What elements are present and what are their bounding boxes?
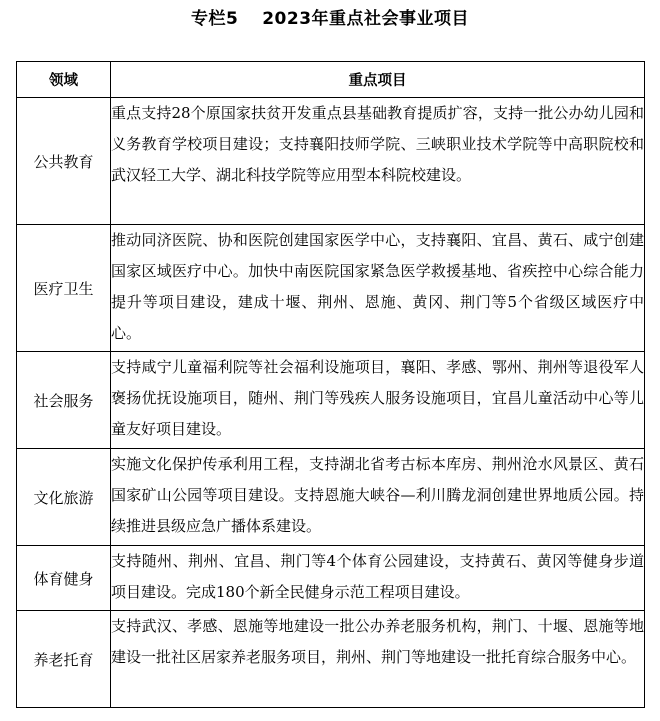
projects-cell: 重点支持28个原国家扶贫开发重点县基础教育提质扩容，支持一批公办幼儿园和义务教育学校项目建设；支持襄阳技师学院、三峡职业技术学院等中高职院校和武汉轻工大学、湖北科技学院等应用型本科院校建设。 — [111, 98, 645, 225]
table-row — [17, 98, 645, 225]
table-row — [17, 449, 645, 546]
header-field: 领域 — [17, 62, 111, 98]
projects-cell: 实施文化保护传承利用工程，支持湖北省考古标本库房、荆州沧水风景区、黄石国家矿山公园等项目建设。支持恩施大峡谷—利川腾龙洞创建世界地质公园。持续推进县级应急广播体系建设。 — [111, 449, 645, 546]
field-cell: 文化旅游 — [17, 449, 111, 546]
projects-cell: 支持咸宁儿童福利院等社会福利设施项目，襄阳、孝感、鄂州、荆州等退役军人褒扬优抚设施项目，随州、荆门等残疾人服务设施项目，宜昌儿童活动中心等儿童友好项目建设。 — [111, 352, 645, 449]
field-cell: 医疗卫生 — [17, 225, 111, 352]
table-header-row — [17, 62, 645, 98]
field-cell: 体育健身 — [17, 546, 111, 611]
header-projects: 重点项目 — [111, 62, 645, 98]
table-row — [17, 225, 645, 352]
projects-table — [16, 61, 645, 708]
table-caption: 专栏5 2023年重点社会事业项目 — [190, 9, 470, 29]
table-row — [17, 352, 645, 449]
projects-cell: 支持武汉、孝感、恩施等地建设一批公办养老服务机构，荆门、十堰、恩施等地建设一批社区居家养老服务项目，荆州、荆门等地建设一批托育综合服务中心。 — [111, 611, 645, 708]
field-cell: 养老托育 — [17, 611, 111, 708]
projects-cell: 推动同济医院、协和医院创建国家医学中心，支持襄阳、宜昌、黄石、咸宁创建国家区域医疗中心。加快中南医院国家紧急医学救援基地、省疾控中心综合能力提升等项目建设，建成十堰、荆州、恩施、黄冈、荆门等5个省级区域医疗中心。 — [111, 225, 645, 352]
table-row — [17, 611, 645, 708]
table-row — [17, 546, 645, 611]
field-cell: 公共教育 — [17, 98, 111, 225]
field-cell: 社会服务 — [17, 352, 111, 449]
projects-cell: 支持随州、荆州、宜昌、荆门等4个体育公园建设，支持黄石、黄冈等健身步道项目建设。完成180个新全民健身示范工程项目建设。 — [111, 546, 645, 611]
